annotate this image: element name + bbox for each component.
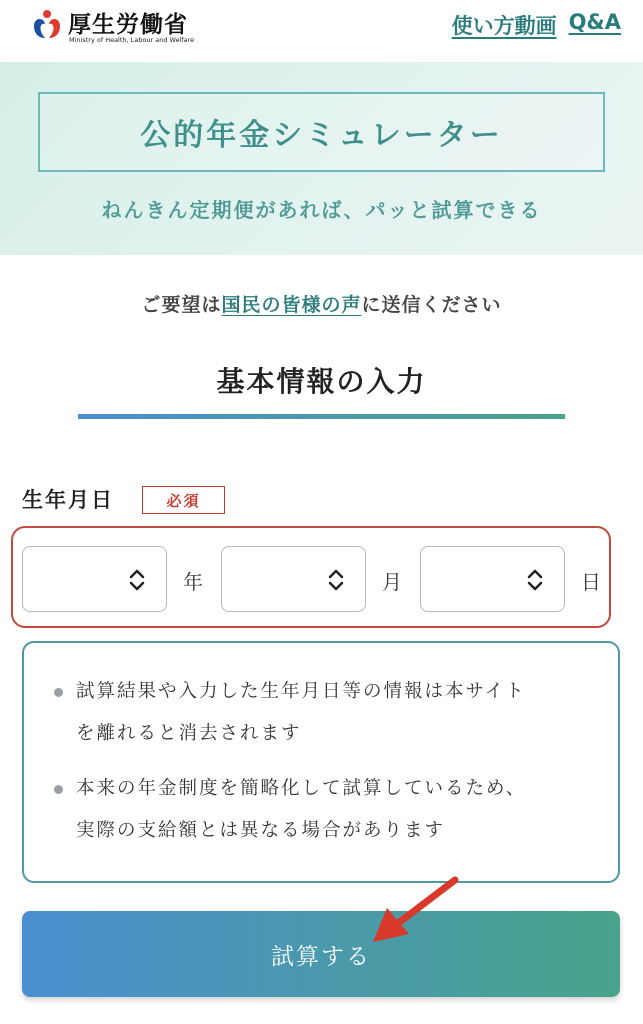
feedback-line	[0, 290, 643, 317]
bullet-icon	[54, 688, 63, 697]
month-select[interactable]	[221, 546, 366, 612]
dob-input-group	[11, 526, 611, 628]
chevron-up-down-icon	[327, 567, 345, 593]
feedback-prefix: ご要望は	[141, 294, 222, 316]
feedback-link[interactable]: 国民の皆様の声	[221, 294, 362, 316]
year-unit: 年	[183, 570, 203, 594]
notice-item	[52, 671, 572, 755]
notice-line: を離れると消去されます	[76, 723, 302, 744]
ministry-logo-icon	[30, 8, 64, 42]
calculate-button[interactable]	[22, 911, 620, 997]
section-title: 基本情報の入力	[216, 365, 427, 398]
hero-banner	[0, 62, 643, 255]
site-header	[0, 0, 643, 62]
ministry-name-english: Ministry of Health, Labour and Welfare	[69, 36, 195, 44]
ministry-logo[interactable]	[30, 6, 195, 46]
hero-title: 公的年金シミュレーター	[140, 118, 503, 153]
calculate-button-label: 試算する	[271, 943, 371, 970]
bullet-icon	[54, 785, 63, 794]
hero-subtitle: ねんきん定期便があれば、パッと試算できる	[101, 198, 542, 222]
section-title-underline	[78, 414, 565, 419]
required-badge: 必須	[142, 486, 225, 514]
red-arrow-icon	[365, 872, 465, 952]
notice-item	[52, 768, 572, 852]
header-links	[452, 10, 621, 40]
day-unit: 日	[581, 570, 601, 594]
ministry-name: 厚生労働省	[68, 12, 188, 38]
month-unit: 月	[382, 570, 402, 594]
chevron-up-down-icon	[128, 567, 146, 593]
day-select[interactable]	[420, 546, 565, 612]
notice-box	[22, 641, 620, 883]
dob-label: 生年月日	[22, 488, 114, 512]
feedback-suffix: に送信ください	[361, 294, 502, 316]
notice-line: 試算結果や入力した生年月日等の情報は本サイト	[76, 681, 526, 702]
how-to-video-link[interactable]: 使い方動画	[451, 14, 557, 38]
hero-title-box	[38, 92, 605, 172]
notice-line: 実際の支給額とは異なる場合があります	[76, 820, 446, 841]
notice-line: 本来の年金制度を簡略化して試算しているため、	[76, 778, 527, 799]
year-select[interactable]	[22, 546, 167, 612]
qa-link[interactable]: Q&A	[568, 10, 621, 34]
chevron-up-down-icon	[526, 567, 544, 593]
